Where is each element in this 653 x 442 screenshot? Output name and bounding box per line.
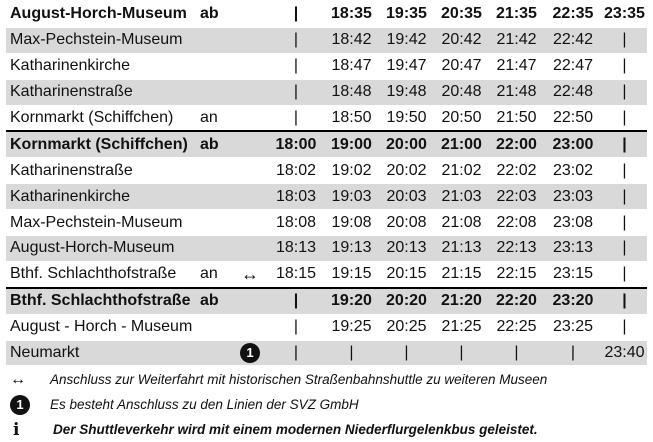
legend: [10, 367, 650, 442]
departure-time: |: [602, 53, 647, 79]
departure-time: 21:20: [434, 288, 489, 314]
departure-time: 21:47: [489, 53, 544, 79]
departure-time: 23:02: [544, 158, 602, 184]
stop-name: Kornmarkt (Schiffchen): [6, 105, 198, 131]
departure-time: 22:50: [544, 105, 602, 131]
departure-time: 18:03: [268, 184, 324, 210]
departure-time: 22:02: [489, 158, 544, 184]
departure-time: 22:00: [489, 131, 544, 157]
departure-time: |: [602, 105, 647, 131]
symbol-cell: [232, 288, 268, 314]
symbol-cell: [232, 79, 268, 105]
departure-time: 19:13: [324, 236, 379, 262]
timetable-row: [6, 131, 647, 157]
departure-time: 21:48: [489, 79, 544, 105]
departure-time: |: [544, 340, 602, 366]
departure-time: 21:42: [489, 27, 544, 53]
timetable-row: [6, 314, 647, 340]
departure-time: |: [434, 340, 489, 366]
timetable: [6, 2, 647, 366]
stop-name: Katharinenkirche: [6, 184, 198, 210]
stop-name: August-Horch-Museum: [6, 236, 198, 262]
departure-time: 19:35: [379, 2, 434, 27]
direction-marker: [198, 79, 232, 105]
departure-time: |: [602, 261, 647, 287]
timetable-row: [6, 261, 647, 287]
departure-time: 22:08: [489, 210, 544, 236]
timetable-row: [6, 2, 647, 27]
legend-text: Der Shuttleverkehr wird mit einem modernen Niederflurgelenkbus geleistet.: [53, 422, 538, 437]
departure-time: 18:35: [324, 2, 379, 27]
departure-time: 23:25: [544, 314, 602, 340]
direction-marker: [198, 236, 232, 262]
symbol-cell: [232, 131, 268, 157]
departure-time: 18:02: [268, 158, 324, 184]
departure-time: |: [324, 340, 379, 366]
departure-time: 21:15: [434, 261, 489, 287]
timetable-row: [6, 236, 647, 262]
timetable-row: [6, 27, 647, 53]
departure-time: 18:50: [324, 105, 379, 131]
legend-row: [10, 367, 650, 392]
departure-time: 23:40: [602, 340, 647, 366]
symbol-cell: [232, 53, 268, 79]
departure-time: 19:50: [379, 105, 434, 131]
legend-text: Es besteht Anschluss zu den Linien der SVZ GmbH: [50, 397, 359, 412]
direction-marker: ab: [198, 131, 232, 157]
departure-time: 23:15: [544, 261, 602, 287]
direction-marker: [198, 53, 232, 79]
departure-time: 21:35: [489, 2, 544, 27]
departure-time: 21:02: [434, 158, 489, 184]
svz-connection-icon: [10, 395, 50, 415]
departure-time: 19:03: [324, 184, 379, 210]
direction-marker: an: [198, 105, 232, 131]
departure-time: 22:47: [544, 53, 602, 79]
departure-time: |: [268, 53, 324, 79]
direction-marker: [198, 210, 232, 236]
stop-name: Katharinenkirche: [6, 53, 198, 79]
departure-time: 20:08: [379, 210, 434, 236]
departure-time: |: [602, 131, 647, 157]
info-icon: i: [13, 419, 20, 440]
direction-marker: [198, 158, 232, 184]
timetable-row: [6, 53, 647, 79]
legend-row: [10, 417, 650, 442]
departure-time: 23:20: [544, 288, 602, 314]
departure-time: 18:15: [268, 261, 324, 287]
departure-time: 18:00: [268, 131, 324, 157]
departure-time: 19:02: [324, 158, 379, 184]
timetable-row: [6, 158, 647, 184]
stop-name: Neumarkt: [6, 340, 198, 366]
connection-badge-icon: 1: [10, 395, 30, 415]
departure-time: 22:25: [489, 314, 544, 340]
departure-time: |: [602, 314, 647, 340]
connection-badge-icon: [232, 340, 268, 366]
departure-time: |: [268, 288, 324, 314]
timetable-row: [6, 210, 647, 236]
departure-time: 19:48: [379, 79, 434, 105]
departure-time: 21:03: [434, 184, 489, 210]
departure-time: 22:15: [489, 261, 544, 287]
departure-time: 18:48: [324, 79, 379, 105]
departure-time: 21:25: [434, 314, 489, 340]
departure-time: 18:08: [268, 210, 324, 236]
departure-time: |: [268, 79, 324, 105]
symbol-cell: [232, 158, 268, 184]
direction-marker: [198, 340, 232, 366]
departure-time: 20:35: [434, 2, 489, 27]
stop-name: Max-Pechstein-Museum: [6, 27, 198, 53]
departure-time: 22:20: [489, 288, 544, 314]
departure-time: 22:03: [489, 184, 544, 210]
symbol-cell: [232, 210, 268, 236]
svz-connection-icon: 1: [240, 343, 260, 363]
departure-time: 22:13: [489, 236, 544, 262]
departure-time: 23:03: [544, 184, 602, 210]
stop-name: Bthf. Schlachthofstraße: [6, 261, 198, 287]
departure-time: 23:13: [544, 236, 602, 262]
departure-time: 19:00: [324, 131, 379, 157]
departure-time: 20:20: [379, 288, 434, 314]
departure-time: |: [602, 79, 647, 105]
departure-time: |: [268, 27, 324, 53]
departure-time: 19:47: [379, 53, 434, 79]
departure-time: 21:50: [489, 105, 544, 131]
departure-time: |: [268, 340, 324, 366]
direction-marker: [198, 314, 232, 340]
timetable-row: [6, 288, 647, 314]
departure-time: 20:48: [434, 79, 489, 105]
departure-time: 23:00: [544, 131, 602, 157]
departure-time: |: [602, 288, 647, 314]
departure-time: 20:13: [379, 236, 434, 262]
departure-time: 23:35: [602, 2, 647, 27]
departure-time: 20:03: [379, 184, 434, 210]
departure-time: |: [602, 184, 647, 210]
departure-time: |: [602, 27, 647, 53]
stop-name: August-Horch-Museum: [6, 2, 198, 27]
stop-name: Kornmarkt (Schiffchen): [6, 131, 198, 157]
symbol-cell: [232, 314, 268, 340]
stop-name: Bthf. Schlachthofstraße: [6, 288, 198, 314]
departure-time: 20:15: [379, 261, 434, 287]
stop-name: Katharinenstraße: [6, 158, 198, 184]
symbol-cell: [232, 105, 268, 131]
symbol-cell: [232, 184, 268, 210]
departure-time: |: [268, 105, 324, 131]
departure-time: 21:08: [434, 210, 489, 236]
departure-time: 20:25: [379, 314, 434, 340]
stop-name: August - Horch - Museum: [6, 314, 198, 340]
legend-row: [10, 392, 650, 417]
timetable-row: [6, 184, 647, 210]
departure-time: |: [268, 314, 324, 340]
double-arrow-icon: ↔: [10, 370, 26, 388]
departure-time: 19:08: [324, 210, 379, 236]
departure-time: |: [602, 210, 647, 236]
legend-text: Anschluss zur Weiterfahrt mit historischen Straßenbahnshuttle zu weiteren Museen: [50, 372, 548, 387]
departure-time: 22:35: [544, 2, 602, 27]
stop-name: Max-Pechstein-Museum: [6, 210, 198, 236]
departure-time: 19:42: [379, 27, 434, 53]
double-arrow-icon: ↔: [232, 261, 268, 287]
departure-time: 22:48: [544, 79, 602, 105]
departure-time: 20:42: [434, 27, 489, 53]
departure-time: 23:08: [544, 210, 602, 236]
direction-marker: ab: [198, 2, 232, 27]
departure-time: 20:47: [434, 53, 489, 79]
departure-time: 18:42: [324, 27, 379, 53]
departure-time: 19:25: [324, 314, 379, 340]
departure-time: |: [602, 236, 647, 262]
departure-time: 18:47: [324, 53, 379, 79]
departure-time: |: [268, 2, 324, 27]
direction-marker: ab: [198, 288, 232, 314]
departure-time: |: [602, 158, 647, 184]
departure-time: 19:20: [324, 288, 379, 314]
direction-marker: an: [198, 261, 232, 287]
timetable-row: [6, 79, 647, 105]
symbol-cell: [232, 27, 268, 53]
timetable-row: [6, 340, 647, 366]
departure-time: 21:13: [434, 236, 489, 262]
stop-name: Katharinenstraße: [6, 79, 198, 105]
timetable-row: [6, 105, 647, 131]
direction-marker: [198, 184, 232, 210]
departure-time: 19:15: [324, 261, 379, 287]
departure-time: 20:00: [379, 131, 434, 157]
departure-time: |: [489, 340, 544, 366]
departure-time: |: [379, 340, 434, 366]
departure-time: 18:13: [268, 236, 324, 262]
departure-time: 21:00: [434, 131, 489, 157]
departure-time: 22:42: [544, 27, 602, 53]
symbol-cell: [232, 2, 268, 27]
direction-marker: [198, 27, 232, 53]
symbol-cell: [232, 236, 268, 262]
departure-time: 20:50: [434, 105, 489, 131]
departure-time: 20:02: [379, 158, 434, 184]
